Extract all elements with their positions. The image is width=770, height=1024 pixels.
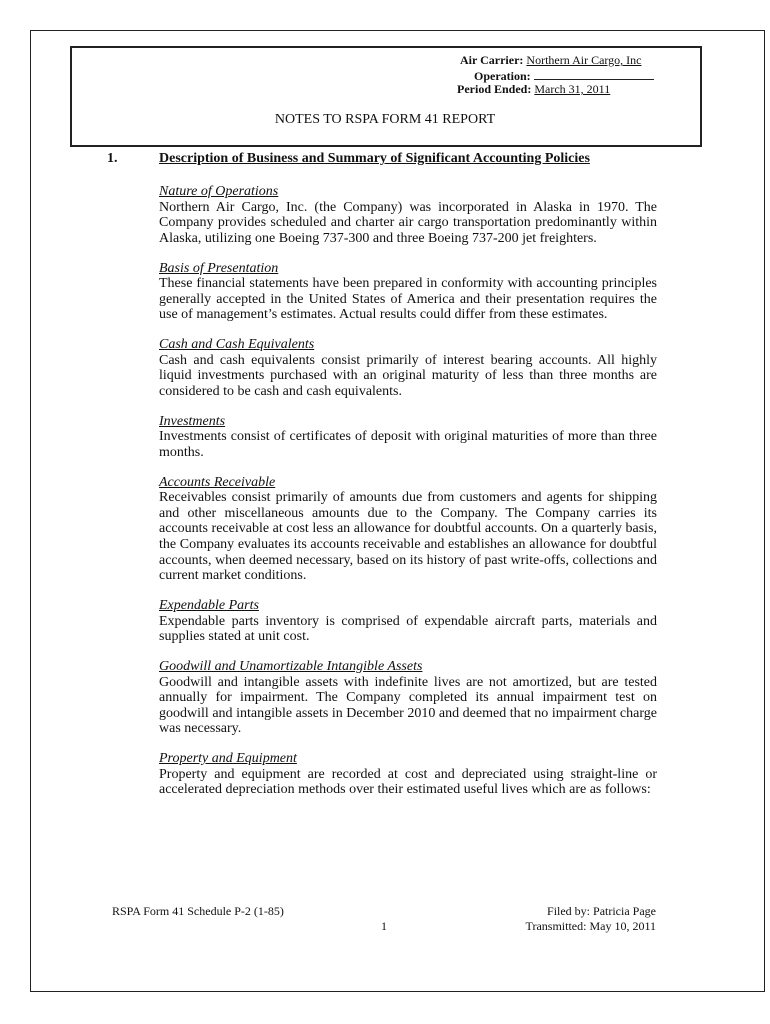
paragraph-body: Northern Air Cargo, Inc. (the Company) was incorporated in Alaska in 1970. The Company provides scheduled and charter air cargo transportation predominantly within Alaska, utilizing one Boeing 737-300 and three Boeing 737-200 jet freighters. [159, 199, 657, 246]
paragraph-heading: Accounts Receivable [159, 474, 276, 490]
paragraph-body: Goodwill and intangible assets with indefinite lives are not amortized, but are tested annually for impairment. The Company completed its annual impairment test on goodwill and intangible assets in December 2010 and deemed that no impairment charge was necessary. [159, 674, 657, 737]
notes-content [159, 184, 657, 812]
paragraph-heading: Nature of Operations [159, 184, 279, 199]
operation-blank [534, 68, 654, 80]
paragraph [159, 659, 657, 737]
period-label: Period Ended: [457, 82, 532, 96]
report-header-box [70, 46, 702, 147]
operation-line [474, 68, 654, 83]
paragraph [159, 475, 657, 584]
paragraph-body: Investments consist of certificates of deposit with original maturities of more than three months. [159, 429, 657, 460]
report-title: NOTES TO RSPA FORM 41 REPORT [274, 112, 496, 127]
footer-form-id: RSPA Form 41 Schedule P-2 (1-85) [112, 904, 284, 918]
paragraph-body: Receivables consist primarily of amounts due from customers and agents for shipping and other miscellaneous amounts due to the Company. The Company carries its accounts receivable at cost less an allowance for doubtful accounts. On a quarterly basis, the Company evaluates its accounts receivable and establishes an allowance for doubtful accounts, when deemed necessary, based on its history of past write-offs, collections and current market conditions. [159, 490, 657, 584]
section-number: 1. [107, 151, 118, 166]
period-value: March 31, 2011 [534, 82, 611, 96]
paragraph [159, 751, 657, 798]
paragraph [159, 337, 657, 399]
operation-label: Operation: [474, 69, 531, 83]
paragraph-heading: Basis of Presentation [159, 260, 279, 276]
paragraph-heading: Property and Equipment [159, 751, 297, 767]
transmitted-date: Transmitted: May 10, 2011 [525, 919, 656, 933]
page-number: 1 [381, 919, 387, 933]
footer-filing-info [526, 904, 656, 934]
paragraph-body: Property and equipment are recorded at cost and depreciated using straight-line or accelerated depreciation methods over their estimated useful lives which are as follows: [159, 766, 657, 798]
filed-by: Filed by: Patricia Page [547, 904, 656, 918]
paragraph [159, 414, 657, 461]
paragraph-body: Cash and cash equivalents consist primarily of interest bearing accounts. All highly liquid investments purchased with an original maturity of less than three months are considered to be cash and cash equivalents. [159, 352, 657, 399]
section-title: Description of Business and Summary of Significant Accounting Policies [159, 151, 590, 166]
air-carrier-label: Air Carrier: [460, 53, 524, 67]
paragraph-body: These financial statements have been prepared in conformity with accounting principles generally accepted in the United States of America and their presentation requires the use of management’s estimates. Actual results could differ from these estimates. [159, 276, 657, 323]
paragraph [159, 184, 657, 246]
paragraph-heading: Expendable Parts [159, 598, 259, 613]
period-line [457, 82, 610, 96]
air-carrier-value: Northern Air Cargo, Inc [526, 53, 642, 67]
paragraph [159, 598, 657, 645]
air-carrier-line [460, 53, 642, 67]
paragraph-heading: Cash and Cash Equivalents [159, 337, 315, 353]
paragraph-body: Expendable parts inventory is comprised of expendable aircraft parts, materials and supplies stated at unit cost. [159, 613, 657, 645]
paragraph-heading: Investments [159, 413, 226, 429]
paragraph-heading: Goodwill and Unamortizable Intangible Assets [159, 658, 423, 674]
paragraph [159, 261, 657, 323]
